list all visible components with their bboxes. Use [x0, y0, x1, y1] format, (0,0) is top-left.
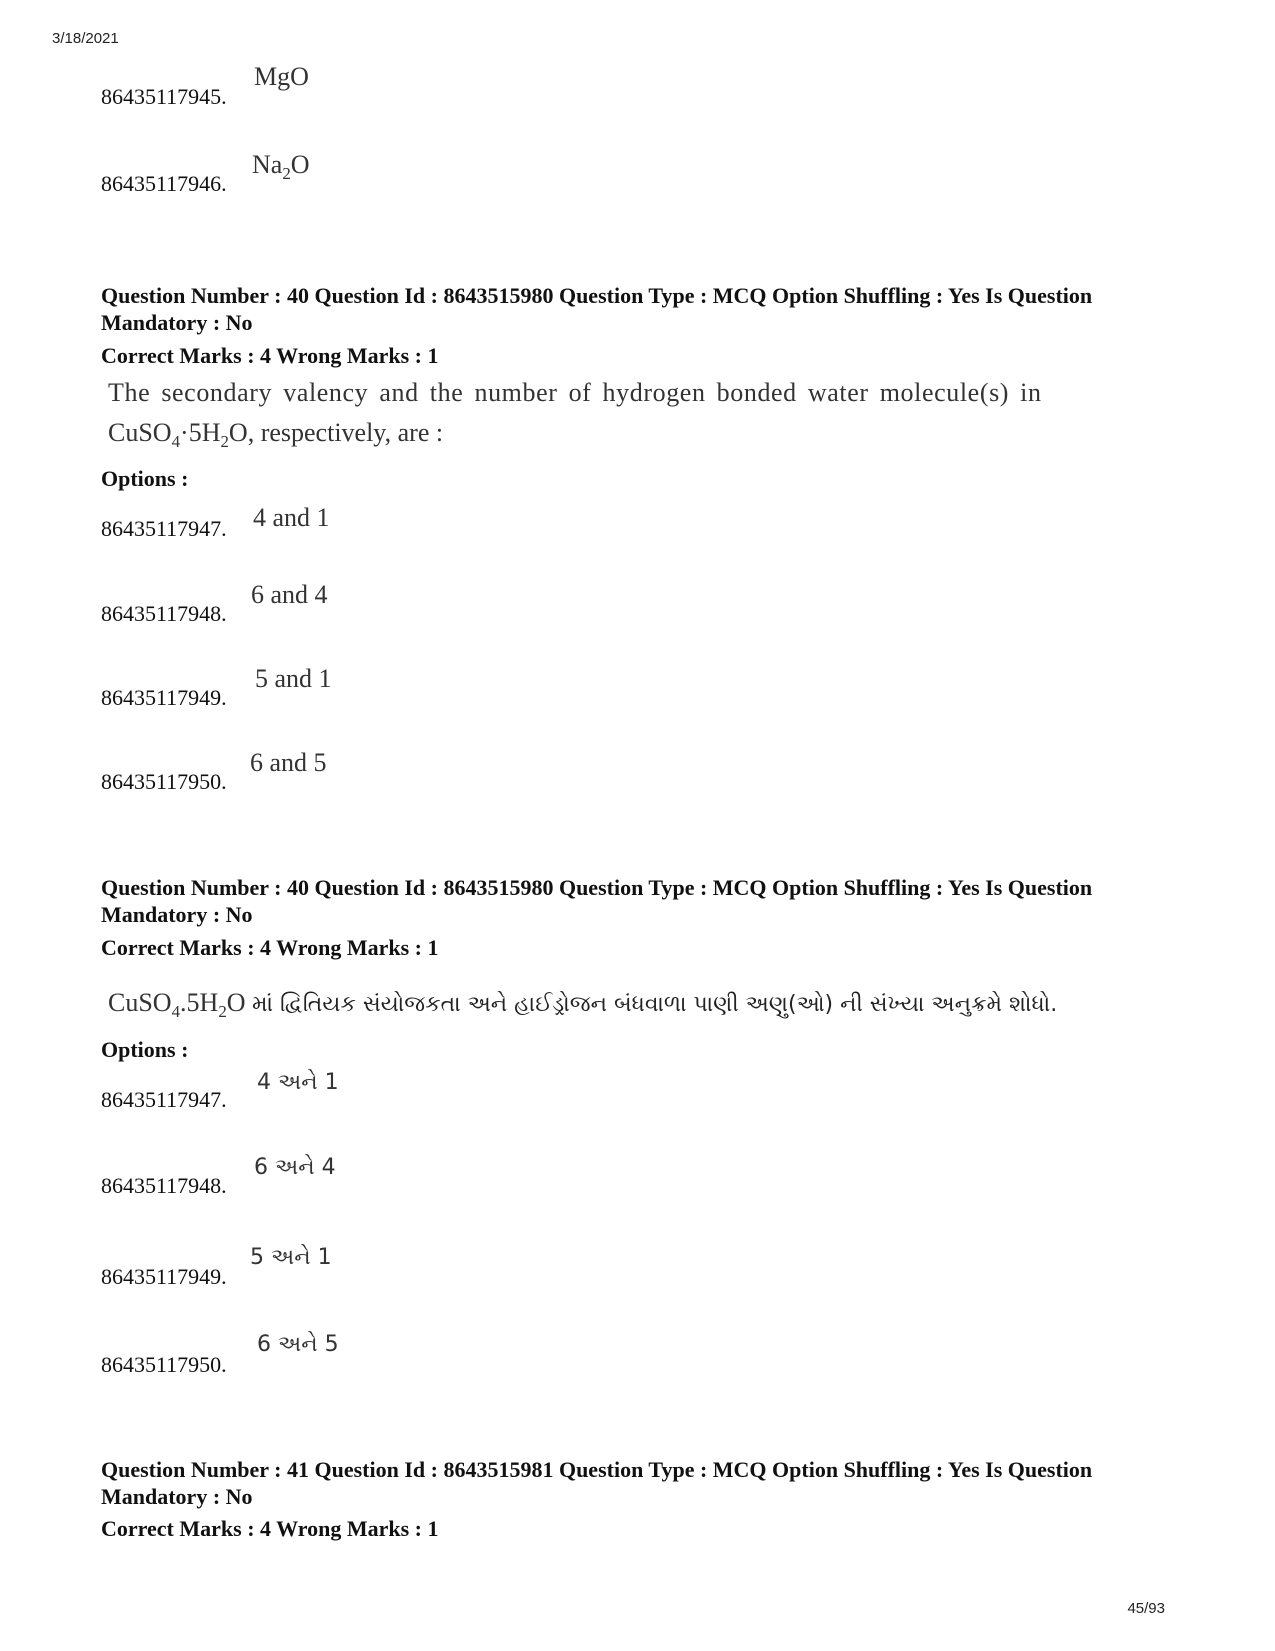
option-text: MgO	[254, 62, 309, 91]
option-id: 86435117949.	[101, 1264, 227, 1289]
option-id: 86435117950.	[101, 769, 227, 794]
option-id: 86435117947.	[101, 1087, 227, 1112]
options-label: Options :	[101, 466, 189, 491]
option-text: 5 and 1	[255, 664, 332, 693]
option-id: 86435117949.	[101, 685, 227, 710]
question-text: The secondary valency and the number of hydrogen bonded water molecule(s) in	[108, 378, 1042, 407]
option-id: 86435117950.	[101, 1352, 227, 1377]
option-text: 6 and 5	[250, 748, 327, 777]
option-id: 86435117947.	[101, 516, 227, 541]
option-id: 86435117948.	[101, 1173, 227, 1198]
question-marks: Correct Marks : 4 Wrong Marks : 1	[101, 343, 439, 368]
option-text: 4 અને 1	[257, 1070, 339, 1095]
question-header: Question Number : 40 Question Id : 8643515980 Question Type : MCQ Option Shuffling : Yes Is Question Mandatory : No	[101, 283, 1093, 335]
question-formula: $CuSO_4\cdot 5H_2O$, respectively, are :	[108, 418, 444, 451]
question-marks: Correct Marks : 4 Wrong Marks : 1	[101, 1516, 439, 1541]
option-id: 86435117948.	[101, 601, 227, 626]
question-text: $CuSO_4.5H_2O$ માં દ્વિતિયક સંયોજકતા અને હાઈડ્રોજન બંધવાળા પાણી અણુ(ઓ) ની સંખ્યા અનુક્રમે શોધો.	[108, 988, 1058, 1021]
option-text: 5 અને 1	[250, 1245, 332, 1270]
option-text: 4 and 1	[253, 503, 330, 532]
option-id: 86435117946.	[101, 171, 227, 196]
option-id: 86435117945.	[101, 84, 227, 109]
question-marks: Correct Marks : 4 Wrong Marks : 1	[101, 935, 439, 960]
options-label: Options :	[101, 1037, 189, 1062]
print-date: 3/18/2021	[52, 30, 119, 47]
option-text: 6 and 4	[251, 580, 328, 609]
question-header: Question Number : 41 Question Id : 8643515981 Question Type : MCQ Option Shuffling : Yes Is Question Mandatory : No	[101, 1457, 1093, 1509]
question-header: Question Number : 40 Question Id : 8643515980 Question Type : MCQ Option Shuffling : Yes Is Question Mandatory : No	[101, 875, 1093, 927]
option-text: 6 અને 5	[257, 1332, 339, 1357]
option-formula: $Na_2O$	[252, 150, 310, 183]
option-text: 6 અને 4	[254, 1155, 336, 1180]
page-number: 45/93	[1127, 1600, 1165, 1617]
